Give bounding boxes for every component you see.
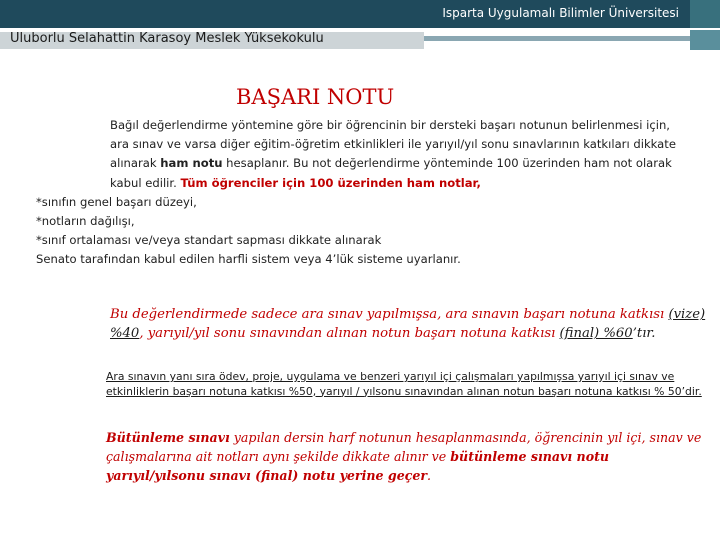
- makeup-exam-text: [36, 428, 712, 485]
- suffix-text: ’tır.: [632, 326, 656, 341]
- makeup-replaces-final: bütünleme sınavı notu yarıyıl/yılsonu sınavı (final) notu yerine geçer: [106, 449, 610, 483]
- sub-bar: [0, 30, 720, 50]
- final-text: , yarıyıl/yıl sonu sınavından alınan notun başarı notuna katkısı: [139, 326, 560, 341]
- sub-bar-line: [424, 36, 720, 41]
- bullet-distribution: *notların dağılışı,: [36, 214, 135, 229]
- school-name: Uluborlu Selahattin Karasoy Meslek Yüksekokulu: [10, 31, 324, 46]
- raw-score-highlight: Tüm öğrenciler için 100 üzerinden ham notlar,: [180, 175, 481, 190]
- intro-text-continued: hesaplanır. Bu not değerlendirme yönteminde 100 üzerinden ham not olarak kabul edilir.: [110, 156, 672, 190]
- bullet-general-success: *sınıfın genel başarı düzeyi,: [36, 194, 197, 209]
- raw-score-term: ham notu: [160, 156, 223, 171]
- makeup-exam-description: yapılan dersin harf notunun hesaplanmasında, öğrencinin yıl içi, sınav ve çalışmalarına ait notları aynı şekilde dikkate alınır ve: [106, 430, 702, 464]
- paragraph-makeup-exam: [36, 428, 712, 485]
- intro-text: Bağıl değerlendirme yöntemine göre bir öğrencinin bir dersteki başarı notunun belirlenmesi için, ara sınav ve varsa diğer eğitim-öğretim etkinlikleri ile yarıyıl/yıl sonu sınavlarının katkıları dikkate alınarak: [110, 118, 676, 171]
- sub-bar-accent: [690, 30, 720, 50]
- university-name: Isparta Uygulamalı Bilimler Üniversitesi: [442, 6, 679, 20]
- midterm-text: Bu değerlendirmede sadece ara sınav yapılmışsa, ara sınavın başarı notuna katkısı: [110, 307, 669, 322]
- vize-weight: (vize) %40: [110, 307, 706, 341]
- makeup-exam-term: Bütünleme sınavı: [106, 430, 230, 445]
- makeup-end: .: [427, 468, 432, 483]
- paragraph-relative-grading: [36, 116, 692, 270]
- final-weight: (final) %60: [559, 326, 633, 341]
- page-title: BAŞARI NOTU: [236, 85, 395, 109]
- paragraph-intro: [36, 116, 692, 193]
- midterm-final-text: [36, 305, 712, 343]
- senate-conversion: Senato tarafından kabul edilen harfli sistem veya 4’lük sisteme uyarlanır.: [36, 252, 461, 267]
- top-accent-block: [690, 0, 720, 28]
- paragraph-coursework: [36, 370, 712, 399]
- top-bar: [0, 0, 720, 28]
- bullet-average: *sınıf ortalaması ve/veya standart sapması dikkate alınarak: [36, 233, 382, 248]
- coursework-text: Ara sınavın yanı sıra ödev, proje, uygulama ve benzeri yarıyıl içi çalışmaları yapılmışsa yarıyıl içi sınav ve etkinliklerin başarı notuna katkısı %50, yarıyıl / yılsonu sınavından alınan notun başarı notuna katkısı % 50’dir.: [106, 370, 702, 398]
- paragraph-midterm-final: [36, 305, 712, 343]
